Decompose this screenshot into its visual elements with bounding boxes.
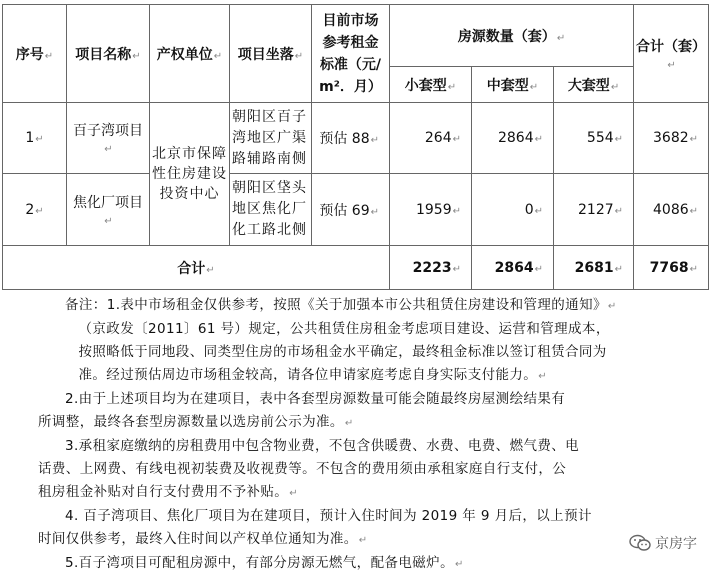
note-line: 时间仅供参考，最终入住时间以产权单位通知为准。↵ xyxy=(38,531,368,547)
watermark-text: 京房字 xyxy=(655,536,697,552)
header-rent xyxy=(312,5,390,103)
owner-line: 投资中心 xyxy=(159,186,220,202)
row-medium: 2864↵ xyxy=(472,103,554,174)
sum-medium: 2864↵ xyxy=(472,246,554,290)
location-line: 朝阳区百子 xyxy=(232,108,307,125)
row-name: 焦化厂项目↵ xyxy=(67,174,150,246)
row-location xyxy=(230,174,312,246)
housing-table xyxy=(2,4,709,290)
owner-line: 性住房建设 xyxy=(152,166,227,182)
header-row-1 xyxy=(3,5,709,67)
table-row xyxy=(3,174,709,246)
sum-label: 合计↵ xyxy=(3,246,390,290)
note-line: 2.由于上述项目均为在建项目，表中各套型房源数量可能会随最终房屋测绘结果有 xyxy=(65,391,566,407)
watermark xyxy=(629,533,697,553)
header-rent-line: 标准（元/ xyxy=(319,56,382,73)
row-no: 1↵ xyxy=(3,103,67,174)
header-location: 项目坐落↵ xyxy=(230,5,312,103)
row-location xyxy=(230,103,312,174)
sum-small: 2223↵ xyxy=(390,246,472,290)
header-housing-count: 房源数量（套）↵ xyxy=(390,5,634,67)
note-line: 3.承租家庭缴纳的房租费用中包含物业费，不包含供暖费、水费、电费、燃气费、电 xyxy=(65,438,580,454)
header-small: 小套型↵ xyxy=(390,67,472,103)
owner-cell xyxy=(150,103,230,246)
note-line: 5.百子湾项目可配租房源中，有部分房源无燃气，配备电磁炉。↵ xyxy=(65,555,464,571)
header-rent-line: 目前市场 xyxy=(322,12,379,29)
note-line: 4. 百子湾项目、焦化厂项目为在建项目，预计入住时间为 2019 年 9 月后，以上预计 xyxy=(65,508,592,524)
note-line: 租房租金补贴对自行支付费用不予补贴。↵ xyxy=(38,484,298,500)
note-line: 准。经过预估周边市场租金较高，请各位申请家庭考虑自身实际支付能力。↵ xyxy=(78,367,547,383)
row-small: 264↵ xyxy=(390,103,472,174)
note-line: （京政发〔2011〕61 号）规定，公共租赁住房租金考虑项目建设、运营和管理成本， xyxy=(78,321,610,337)
header-large: 大套型↵ xyxy=(554,67,634,103)
location-line: 地区焦化厂 xyxy=(232,201,307,217)
header-total: 合计（套）↵ xyxy=(634,5,709,103)
owner-line: 北京市保障 xyxy=(152,146,227,162)
header-name: 项目名称↵ xyxy=(67,5,150,103)
row-large: 554↵ xyxy=(554,103,634,174)
header-no: 序号↵ xyxy=(3,5,67,103)
row-medium: 0↵ xyxy=(472,174,554,246)
row-total: 4086↵ xyxy=(634,174,709,246)
row-name: 百子湾项目↵ xyxy=(67,103,150,174)
location-line: 路辅路南侧 xyxy=(232,150,307,167)
notes-section xyxy=(38,294,678,576)
header-rent-line: 参考租金 xyxy=(322,34,379,51)
note-line: 按照略低于同地段、同类型住房的市场租金水平确定，最终租金标准以签订租赁合同为 xyxy=(78,344,607,360)
wechat-icon xyxy=(629,534,651,552)
note-line: 话费、上网费、有线电视初装费及收视费等。不包含的费用须由承租家庭自行支付，公 xyxy=(38,461,567,477)
header-medium: 中套型↵ xyxy=(472,67,554,103)
table-row xyxy=(3,103,709,174)
row-small: 1959↵ xyxy=(390,174,472,246)
row-large: 2127↵ xyxy=(554,174,634,246)
header-owner: 产权单位↵ xyxy=(150,5,230,103)
row-total: 3682↵ xyxy=(634,103,709,174)
location-line: 化工路北侧 xyxy=(232,222,307,238)
location-line: 朝阳区垡头 xyxy=(232,180,307,196)
note-line: 所调整，最终各套型房源数量以选房前公示为准。↵ xyxy=(38,414,354,430)
sum-row xyxy=(3,246,709,290)
row-no: 2↵ xyxy=(3,174,67,246)
row-rent: 预估 69↵ xyxy=(312,174,390,246)
sum-total: 7768↵ xyxy=(634,246,709,290)
note-line: 备注：1.表中市场租金仅供参考，按照《关于加强本市公共租赁住房建设和管理的通知》↵ xyxy=(65,297,617,313)
row-rent: 预估 88↵ xyxy=(312,103,390,174)
header-rent-line: m²．月） xyxy=(319,78,382,95)
location-line: 湾地区广渠 xyxy=(232,129,307,146)
sum-large: 2681↵ xyxy=(554,246,634,290)
